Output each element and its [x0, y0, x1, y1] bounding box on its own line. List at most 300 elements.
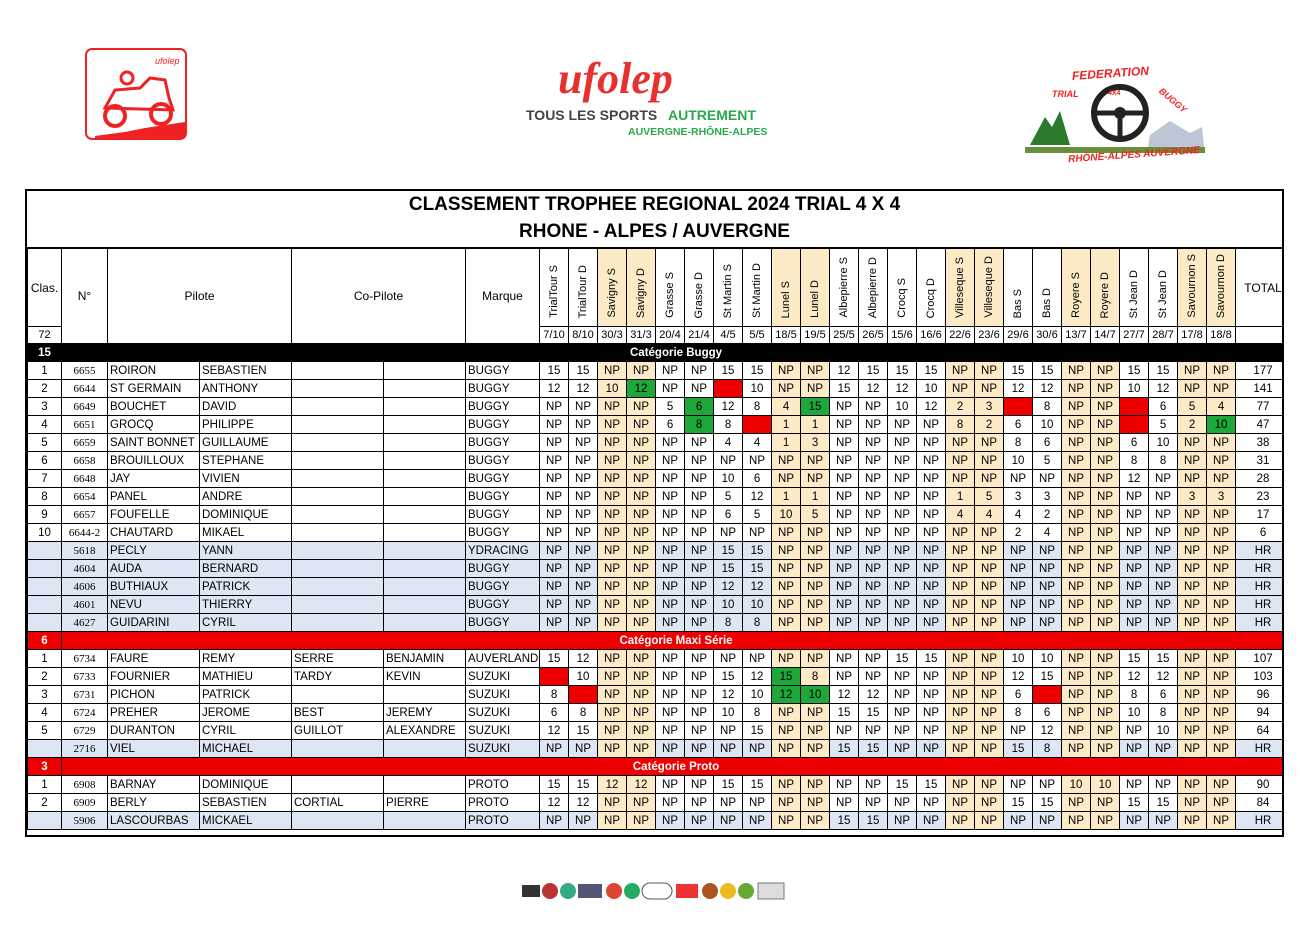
event-header: [685, 249, 714, 327]
score-cell: 6: [540, 704, 569, 722]
score-cell: 10: [743, 380, 772, 398]
table-row: [28, 596, 1285, 614]
score-cell: 6: [1004, 686, 1033, 704]
rank-cell: 8: [28, 488, 62, 506]
copilot-firstname-cell: [384, 416, 466, 434]
score-cell: NP: [917, 686, 946, 704]
score-cell: NP: [1120, 524, 1149, 542]
pilot-firstname-cell: DAVID: [200, 398, 292, 416]
event-name: Crocq S: [896, 278, 909, 318]
score-cell: NP: [830, 452, 859, 470]
score-cell: 10: [1120, 380, 1149, 398]
score-cell: 3: [975, 398, 1004, 416]
score-cell: NP: [598, 506, 627, 524]
score-cell: NP: [888, 452, 917, 470]
score-cell: NP: [598, 704, 627, 722]
table-row: [28, 470, 1285, 488]
score-cell: NP: [1178, 524, 1207, 542]
pilot-firstname-cell: PATRICK: [200, 686, 292, 704]
score-cell: NP: [627, 470, 656, 488]
rank-cell: [28, 614, 62, 632]
category-name: Catégorie Buggy: [62, 344, 1285, 362]
event-header: [598, 249, 627, 327]
score-cell: NP: [830, 542, 859, 560]
score-cell: NP: [1091, 506, 1120, 524]
total-cell: HR: [1236, 614, 1284, 632]
pilot-firstname-cell: CYRIL: [200, 722, 292, 740]
event-date: 4/5: [714, 327, 743, 344]
score-cell: NP: [1207, 740, 1236, 758]
score-cell: NP: [1062, 362, 1091, 380]
pilot-lastname-cell: PANEL: [108, 488, 200, 506]
score-cell: 8: [743, 614, 772, 632]
bib-number-cell: 6644-2: [62, 524, 108, 542]
rank-cell: 2: [28, 380, 62, 398]
event-header: [627, 249, 656, 327]
score-cell: NP: [685, 740, 714, 758]
score-cell: NP: [627, 686, 656, 704]
score-cell: NP: [685, 668, 714, 686]
score-cell: NP: [1091, 380, 1120, 398]
bib-number-cell: 6654: [62, 488, 108, 506]
event-name: Savournon S: [1186, 254, 1199, 318]
score-cell: 8: [1004, 434, 1033, 452]
score-cell: NP: [1120, 812, 1149, 830]
logo-left-text: ufolep: [155, 56, 180, 66]
copilot-lastname-cell: [292, 686, 384, 704]
copilot-firstname-cell: KEVIN: [384, 668, 466, 686]
score-cell: NP: [1178, 452, 1207, 470]
score-cell: NP: [685, 776, 714, 794]
score-cell: 12: [569, 650, 598, 668]
score-cell: NP: [801, 578, 830, 596]
score-cell: NP: [946, 614, 975, 632]
pilot-lastname-cell: BUTHIAUX: [108, 578, 200, 596]
score-cell: NP: [598, 434, 627, 452]
total-cell: 64: [1236, 722, 1284, 740]
score-cell: 10: [743, 686, 772, 704]
event-date: 27/7: [1120, 327, 1149, 344]
score-cell: NP: [1062, 704, 1091, 722]
score-cell: NP: [685, 434, 714, 452]
event-header: [1120, 249, 1149, 327]
score-cell: NP: [1149, 506, 1178, 524]
score-cell: 3: [801, 434, 830, 452]
event-date: 18/5: [772, 327, 801, 344]
table-row: [28, 722, 1285, 740]
brand-cell: SUZUKI: [466, 668, 540, 686]
event-date: 7/10: [540, 327, 569, 344]
score-cell: NP: [975, 362, 1004, 380]
brand-cell: BUGGY: [466, 578, 540, 596]
score-cell: 15: [859, 740, 888, 758]
brand-cell: BUGGY: [466, 596, 540, 614]
score-cell: NP: [1149, 776, 1178, 794]
score-cell: NP: [540, 398, 569, 416]
pilot-lastname-cell: SAINT BONNET: [108, 434, 200, 452]
score-cell: NP: [569, 506, 598, 524]
score-cell: NP: [1004, 722, 1033, 740]
total-cell: 94: [1236, 704, 1284, 722]
score-cell: NP: [888, 434, 917, 452]
score-cell: NP: [569, 452, 598, 470]
pilot-firstname-cell: GUILLAUME: [200, 434, 292, 452]
score-cell: NP: [888, 740, 917, 758]
score-cell: 8: [946, 416, 975, 434]
standings-table: [27, 248, 1284, 830]
pilot-firstname-cell: SEBASTIEN: [200, 362, 292, 380]
score-cell: NP: [830, 776, 859, 794]
score-cell: 15: [1004, 740, 1033, 758]
score-cell: NP: [569, 596, 598, 614]
score-cell: 5: [1033, 452, 1062, 470]
event-name: St Martin S: [722, 263, 735, 318]
copilot-firstname-cell: [384, 614, 466, 632]
score-cell: NP: [1207, 380, 1236, 398]
score-cell: NP: [1120, 614, 1149, 632]
pilot-firstname-cell: STEPHANE: [200, 452, 292, 470]
score-cell: NP: [1120, 722, 1149, 740]
score-cell: NP: [830, 794, 859, 812]
rank-cell: [28, 542, 62, 560]
score-cell: NP: [1033, 614, 1062, 632]
event-name: Bas S: [1012, 288, 1025, 318]
brand-cell: BUGGY: [466, 614, 540, 632]
event-header: [1033, 249, 1062, 327]
bib-number-cell: 6644: [62, 380, 108, 398]
copilot-lastname-cell: CORTIAL: [292, 794, 384, 812]
score-cell: 15: [569, 362, 598, 380]
event-date: 30/6: [1033, 327, 1062, 344]
score-cell: NP: [1062, 524, 1091, 542]
event-header: [946, 249, 975, 327]
copilot-firstname-cell: [384, 812, 466, 830]
score-cell: 6: [1120, 434, 1149, 452]
table-row: [28, 524, 1285, 542]
total-cell: 38: [1236, 434, 1284, 452]
copilot-lastname-cell: [292, 452, 384, 470]
brand-cell: PROTO: [466, 794, 540, 812]
score-cell: NP: [830, 578, 859, 596]
copilot-lastname-cell: [292, 542, 384, 560]
pilot-lastname-cell: PECLY: [108, 542, 200, 560]
bib-number-cell: 6734: [62, 650, 108, 668]
score-cell: 2: [1178, 416, 1207, 434]
score-cell: NP: [1149, 542, 1178, 560]
score-cell: NP: [598, 668, 627, 686]
event-name: Royere S: [1070, 272, 1083, 318]
score-cell: NP: [569, 398, 598, 416]
score-cell: NP: [1207, 704, 1236, 722]
pilot-firstname-cell: THIERRY: [200, 596, 292, 614]
pilot-firstname-cell: BERNARD: [200, 560, 292, 578]
score-cell: 3: [1004, 488, 1033, 506]
logo-right-right: BUGGY: [1157, 85, 1189, 115]
event-date: 21/4: [685, 327, 714, 344]
score-cell: 15: [743, 776, 772, 794]
score-cell: NP: [1091, 614, 1120, 632]
rank-cell: 7: [28, 470, 62, 488]
score-cell: NP: [1062, 560, 1091, 578]
score-cell: 15: [917, 776, 946, 794]
copilot-lastname-cell: [292, 416, 384, 434]
copilot-firstname-cell: [384, 686, 466, 704]
score-cell: 12: [859, 686, 888, 704]
score-cell: NP: [772, 524, 801, 542]
score-cell: NP: [946, 434, 975, 452]
score-cell: NP: [540, 740, 569, 758]
score-cell: 10: [743, 596, 772, 614]
score-cell: NP: [569, 416, 598, 434]
copilot-firstname-cell: [384, 380, 466, 398]
score-cell: NP: [859, 650, 888, 668]
score-cell: 12: [714, 578, 743, 596]
score-cell: 10: [714, 470, 743, 488]
score-cell: 4: [1120, 416, 1149, 434]
score-cell: NP: [1149, 596, 1178, 614]
score-cell: NP: [569, 560, 598, 578]
copilot-lastname-cell: [292, 398, 384, 416]
score-cell: NP: [1207, 434, 1236, 452]
score-cell: NP: [656, 452, 685, 470]
score-cell: 15: [917, 362, 946, 380]
score-cell: NP: [946, 362, 975, 380]
score-cell: NP: [656, 650, 685, 668]
score-cell: NP: [859, 614, 888, 632]
score-cell: NP: [1033, 812, 1062, 830]
score-cell: 10: [1207, 416, 1236, 434]
event-date: 14/7: [1091, 327, 1120, 344]
score-cell: NP: [801, 740, 830, 758]
score-cell: 12: [627, 776, 656, 794]
score-cell: 15: [540, 776, 569, 794]
score-cell: 10: [917, 380, 946, 398]
score-cell: NP: [685, 650, 714, 668]
score-cell: NP: [801, 722, 830, 740]
score-cell: NP: [1178, 578, 1207, 596]
score-cell: NP: [975, 434, 1004, 452]
total-cell: 96: [1236, 686, 1284, 704]
score-cell: NP: [1207, 614, 1236, 632]
score-cell: NP: [656, 578, 685, 596]
table-row: [28, 362, 1285, 380]
score-cell: 10: [714, 704, 743, 722]
table-row: [28, 488, 1285, 506]
score-cell: NP: [1091, 650, 1120, 668]
score-cell: NP: [801, 650, 830, 668]
rank-cell: 6: [28, 452, 62, 470]
score-cell: NP: [1207, 362, 1236, 380]
score-cell: NP: [859, 578, 888, 596]
score-cell: NP: [1207, 776, 1236, 794]
pilot-lastname-cell: JAY: [108, 470, 200, 488]
score-cell: NP: [569, 578, 598, 596]
score-cell: NP: [946, 452, 975, 470]
score-cell: NP: [917, 578, 946, 596]
score-cell: NP: [1091, 488, 1120, 506]
score-cell: NP: [685, 488, 714, 506]
table-row: [28, 506, 1285, 524]
score-cell: NP: [975, 650, 1004, 668]
copilot-firstname-cell: [384, 434, 466, 452]
score-cell: NP: [772, 812, 801, 830]
rank-cell: [28, 578, 62, 596]
score-cell: NP: [656, 812, 685, 830]
score-cell: NP: [917, 794, 946, 812]
score-cell: 12: [540, 794, 569, 812]
score-cell: 15: [743, 722, 772, 740]
score-cell: NP: [540, 578, 569, 596]
rank-cell: 2: [28, 794, 62, 812]
score-cell: 15: [888, 362, 917, 380]
table-row: [28, 542, 1285, 560]
copilot-lastname-cell: [292, 560, 384, 578]
rank-cell: 5: [28, 722, 62, 740]
score-cell: 15: [1033, 362, 1062, 380]
copilot-lastname-cell: [292, 488, 384, 506]
event-header: [656, 249, 685, 327]
score-cell: 12: [569, 380, 598, 398]
score-cell: NP: [1207, 506, 1236, 524]
table-row: [28, 776, 1285, 794]
score-cell: NP: [1178, 542, 1207, 560]
score-cell: 3: [743, 416, 772, 434]
score-cell: NP: [656, 614, 685, 632]
score-cell: NP: [1120, 542, 1149, 560]
event-name: Bas D: [1041, 288, 1054, 318]
score-cell: NP: [1033, 596, 1062, 614]
score-cell: NP: [627, 614, 656, 632]
event-date: 17/8: [1178, 327, 1207, 344]
score-cell: 15: [743, 362, 772, 380]
score-cell: NP: [1062, 812, 1091, 830]
score-cell: 4: [743, 434, 772, 452]
bib-number-cell: 4604: [62, 560, 108, 578]
score-cell: NP: [1207, 650, 1236, 668]
rank-cell: 1: [28, 362, 62, 380]
score-cell: NP: [540, 560, 569, 578]
brand-cell: SUZUKI: [466, 722, 540, 740]
score-cell: NP: [801, 560, 830, 578]
score-cell: NP: [1149, 470, 1178, 488]
total-cell: HR: [1236, 740, 1284, 758]
event-name: St Jean D: [1128, 269, 1141, 318]
score-cell: NP: [1149, 740, 1178, 758]
score-cell: NP: [1004, 560, 1033, 578]
total-cell: 28: [1236, 470, 1284, 488]
brand-cell: BUGGY: [466, 362, 540, 380]
score-cell: NP: [656, 722, 685, 740]
score-cell: NP: [975, 740, 1004, 758]
score-cell: NP: [714, 722, 743, 740]
score-cell: NP: [888, 794, 917, 812]
brand-cell: SUZUKI: [466, 704, 540, 722]
score-cell: NP: [946, 596, 975, 614]
score-cell: NP: [598, 596, 627, 614]
score-cell: NP: [627, 434, 656, 452]
category-row: [28, 632, 1285, 650]
score-cell: 12: [540, 380, 569, 398]
brand-cell: PROTO: [466, 812, 540, 830]
event-date: 26/5: [859, 327, 888, 344]
score-cell: 12: [743, 488, 772, 506]
event-name: Savigny D: [635, 267, 648, 318]
score-cell: NP: [1149, 560, 1178, 578]
score-cell: NP: [1120, 596, 1149, 614]
score-cell: 6: [1033, 704, 1062, 722]
score-cell: 8: [1149, 704, 1178, 722]
score-cell: 2: [975, 416, 1004, 434]
score-cell: NP: [1091, 812, 1120, 830]
bib-number-cell: 2716: [62, 740, 108, 758]
event-header: [888, 249, 917, 327]
pilot-lastname-cell: NEVU: [108, 596, 200, 614]
category-count: 6: [28, 632, 62, 650]
score-cell: NP: [1178, 560, 1207, 578]
score-cell: NP: [859, 668, 888, 686]
standings-sheet: [25, 189, 1284, 837]
copilot-firstname-cell: JEREMY: [384, 704, 466, 722]
score-cell: NP: [598, 650, 627, 668]
event-name: Royere D: [1099, 271, 1112, 318]
pilot-firstname-cell: MICHAEL: [200, 740, 292, 758]
score-cell: 12: [1149, 668, 1178, 686]
pilot-firstname-cell: ANDRE: [200, 488, 292, 506]
score-cell: NP: [946, 470, 975, 488]
score-cell: NP: [1062, 542, 1091, 560]
score-cell: 5: [1004, 398, 1033, 416]
brand-cell: BUGGY: [466, 416, 540, 434]
score-cell: NP: [975, 704, 1004, 722]
score-cell: 12: [772, 686, 801, 704]
score-cell: 1: [801, 416, 830, 434]
event-name: Albepierre D: [867, 256, 880, 318]
score-cell: NP: [801, 380, 830, 398]
score-cell: 6: [1033, 434, 1062, 452]
score-cell: NP: [917, 506, 946, 524]
table-row: [28, 668, 1285, 686]
score-cell: NP: [801, 596, 830, 614]
event-date: 31/3: [627, 327, 656, 344]
score-cell: NP: [801, 812, 830, 830]
score-cell: 15: [540, 362, 569, 380]
score-cell: NP: [975, 794, 1004, 812]
score-cell: NP: [1091, 560, 1120, 578]
pilot-firstname-cell: ANTHONY: [200, 380, 292, 398]
table-row: [28, 452, 1285, 470]
score-cell: 3: [1178, 488, 1207, 506]
score-cell: NP: [685, 686, 714, 704]
score-cell: NP: [946, 650, 975, 668]
score-cell: 10: [801, 686, 830, 704]
score-cell: NP: [859, 488, 888, 506]
score-cell: 4: [1033, 524, 1062, 542]
pilot-lastname-cell: AUDA: [108, 560, 200, 578]
copilot-firstname-cell: ALEXANDRE: [384, 722, 466, 740]
score-cell: 10: [1062, 776, 1091, 794]
score-cell: NP: [1004, 578, 1033, 596]
score-cell: NP: [801, 542, 830, 560]
event-name: Lunel S: [780, 280, 793, 318]
score-cell: NP: [888, 668, 917, 686]
score-cell: NP: [1062, 596, 1091, 614]
score-cell: 4: [1004, 506, 1033, 524]
event-name: Albepierre S: [838, 257, 851, 318]
score-cell: NP: [1091, 740, 1120, 758]
score-cell: NP: [627, 650, 656, 668]
pilot-firstname-cell: DOMINIQUE: [200, 776, 292, 794]
pilot-firstname-cell: CYRIL: [200, 614, 292, 632]
